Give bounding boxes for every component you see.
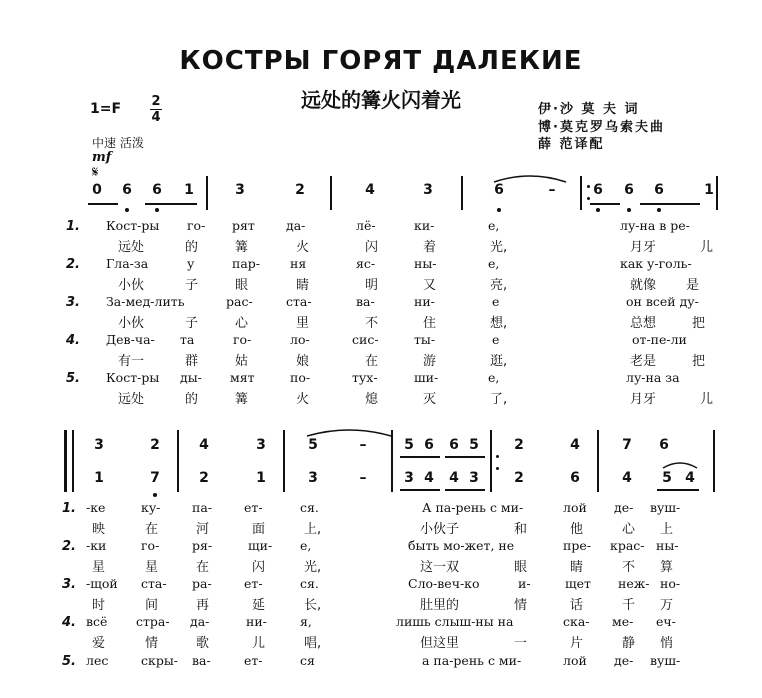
lyric: ки-: [414, 218, 435, 233]
lyric: яс-: [356, 256, 376, 271]
lyric-cn: 把: [692, 316, 706, 331]
note: 1: [256, 470, 266, 486]
lyric-cn: 算: [660, 560, 674, 575]
lyric-cn: 住: [423, 316, 437, 331]
lyric-cn: 逛,: [490, 354, 508, 369]
verse-number: 4.: [62, 615, 76, 630]
lyric: Кост-ры: [106, 218, 160, 233]
lyric-cn: 闪: [365, 240, 379, 255]
note: 4: [424, 470, 434, 486]
note: 3: [469, 470, 479, 486]
lyric-cn: 灭: [423, 392, 437, 407]
lyric: е,: [488, 256, 500, 271]
lyric-cn: 他: [570, 522, 584, 537]
lyric-cn: 但这里: [420, 636, 460, 651]
lyric: пар-: [232, 256, 261, 271]
lyric-cn: 一: [514, 636, 528, 651]
lyric: е,: [488, 218, 500, 233]
lyric: но-: [660, 576, 681, 591]
key-signature: 1=F: [90, 101, 122, 117]
lyric: ся.: [300, 576, 319, 591]
lyric-cn: 姑: [235, 354, 249, 369]
lyric: тух-: [352, 370, 378, 385]
lyric-cn: 里: [296, 316, 310, 331]
lyric: -щой: [86, 576, 118, 591]
note: 6: [494, 182, 504, 198]
note: 4: [199, 437, 209, 453]
lyric-cn: 又: [423, 278, 437, 293]
lyric: ста-: [141, 576, 167, 591]
note: 0: [92, 182, 102, 198]
lyric: лу-на в ре-: [620, 218, 690, 233]
lyric-cn: 星: [145, 560, 159, 575]
verse-number: 3.: [66, 295, 80, 310]
lyric: -ке: [86, 500, 106, 515]
lyric: как у-голь-: [620, 256, 692, 271]
lyric: стра-: [136, 614, 170, 629]
lyric-cn: 老是: [630, 354, 657, 369]
lyric: рас-: [226, 294, 253, 309]
lyric: та: [180, 332, 195, 347]
note: 2: [199, 470, 209, 486]
lyric-cn: 再: [196, 598, 210, 613]
lyric: неж-: [618, 576, 650, 591]
lyric-cn: 情: [145, 636, 159, 651]
lyric-cn: 远处: [118, 240, 145, 255]
lyric-cn: 有一: [118, 354, 145, 369]
lyric: скры-: [141, 653, 178, 668]
note: 1: [704, 182, 714, 198]
lyric-cn: 光,: [490, 240, 508, 255]
segno-icon: 𝄋: [92, 163, 99, 181]
note: 6: [122, 182, 132, 198]
note: 3: [235, 182, 245, 198]
note: 2: [514, 437, 524, 453]
note: 6: [624, 182, 634, 198]
lyric: от-пе-ли: [632, 332, 687, 347]
lyric-cn: 是: [686, 278, 700, 293]
lyric: ме-: [612, 614, 634, 629]
note: 5: [404, 437, 414, 453]
lyric: Кост-ры: [106, 370, 160, 385]
song-title-russian: КОСТРЫ ГОРЯТ ДАЛЕКИЕ: [179, 46, 583, 76]
tie-arc: [490, 172, 570, 184]
song-title-chinese: 远处的篝火闪着光: [301, 88, 461, 112]
lyric: За-мед-лить: [106, 294, 185, 309]
lyric: быть мо-жет, не: [408, 538, 515, 553]
lyric-cn: 千: [622, 598, 636, 613]
lyric-cn: 情: [514, 598, 528, 613]
note: 6: [593, 182, 603, 198]
lyric-cn: 小伙: [118, 278, 145, 293]
lyric: го-: [187, 218, 206, 233]
verse-number: 2.: [66, 257, 80, 272]
lyric: да-: [190, 614, 210, 629]
lyric-cn: 万: [660, 598, 674, 613]
lyric: ни-: [414, 294, 435, 309]
lyric: го-: [233, 332, 252, 347]
note: 5: [662, 470, 672, 486]
note: 3: [308, 470, 318, 486]
credit-lyricist: 伊·沙 莫 夫 词: [538, 102, 640, 117]
lyric-cn: 篝: [235, 240, 249, 255]
lyric: ва-: [192, 653, 211, 668]
lyric-cn: 儿: [700, 240, 714, 255]
lyric-cn: 眼: [235, 278, 249, 293]
lyric-cn: 篝: [235, 392, 249, 407]
verse-number: 1.: [66, 219, 80, 234]
lyric: е,: [488, 370, 500, 385]
note: 6: [152, 182, 162, 198]
lyric: ря-: [192, 538, 213, 553]
lyric-cn: 不: [622, 560, 636, 575]
lyric: ши-: [414, 370, 439, 385]
note: 3: [423, 182, 433, 198]
note: 6: [654, 182, 664, 198]
lyric: ста-: [286, 294, 312, 309]
note: 6: [570, 470, 580, 486]
lyric: щет: [565, 576, 591, 591]
note: 7: [622, 437, 632, 453]
note: 4: [685, 470, 695, 486]
lyric: крас-: [610, 538, 645, 553]
lyric: лой: [563, 500, 587, 515]
lyric: ты-: [414, 332, 436, 347]
time-signature: [150, 94, 162, 125]
lyric-cn: 月牙: [630, 392, 657, 407]
lyric-cn: 眼: [514, 560, 528, 575]
lyric: ды-: [180, 370, 202, 385]
lyric: А па-рень с ми-: [422, 500, 524, 515]
lyric: ет-: [244, 500, 263, 515]
lyric: пре-: [563, 538, 591, 553]
lyric: е: [492, 332, 500, 347]
lyric: ет-: [244, 653, 263, 668]
lyric: еч-: [656, 614, 676, 629]
lyric: вуш-: [650, 500, 681, 515]
lyric-cn: 悄: [660, 636, 674, 651]
lyric: да-: [286, 218, 306, 233]
tempo-marking: 中速 活泼: [92, 136, 144, 150]
verse-number: 3.: [62, 577, 76, 592]
lyric-cn: 儿: [252, 636, 266, 651]
credit-translator: 薛 范译配: [538, 137, 605, 152]
lyric-cn: 火: [296, 240, 310, 255]
lyric: сис-: [352, 332, 379, 347]
lyric-cn: 远处: [118, 392, 145, 407]
lyric-cn: 小伙: [118, 316, 145, 331]
lyric: а па-рень с ми-: [422, 653, 522, 668]
note: 4: [365, 182, 375, 198]
lyric: де-: [614, 653, 634, 668]
lyric: лё-: [356, 218, 376, 233]
verse-number: 5.: [66, 371, 80, 386]
lyric: го-: [141, 538, 160, 553]
lyric-cn: 小伙子: [420, 522, 460, 537]
lyric: ска-: [563, 614, 590, 629]
lyric: ет-: [244, 576, 263, 591]
note: 2: [150, 437, 160, 453]
lyric: мят: [230, 370, 255, 385]
lyric: па-: [192, 500, 213, 515]
lyric-cn: 心: [235, 316, 249, 331]
lyric: щи-: [248, 538, 273, 553]
lyric-cn: 上,: [304, 522, 322, 537]
lyric-cn: 明: [365, 278, 379, 293]
tie-arc: [303, 426, 395, 438]
lyric-cn: 话: [570, 598, 584, 613]
lyric: ло-: [290, 332, 310, 347]
lyric: ны-: [414, 256, 437, 271]
lyric-cn: 的: [185, 392, 199, 407]
note: 3: [94, 437, 104, 453]
lyric-cn: 上: [660, 522, 674, 537]
verse-number: 4.: [66, 333, 80, 348]
lyric: Гла-за: [106, 256, 149, 271]
lyric: ся.: [300, 500, 319, 515]
lyric: я,: [300, 614, 312, 629]
lyric-cn: 火: [296, 392, 310, 407]
lyric-cn: 在: [365, 354, 379, 369]
lyric-cn: 月牙: [630, 240, 657, 255]
lyric: ня: [290, 256, 307, 271]
lyric-cn: 河: [196, 522, 210, 537]
lyric: -ки: [86, 538, 107, 553]
lyric-cn: 总想: [630, 316, 657, 331]
lyric: лес: [86, 653, 109, 668]
time-signature-top: 2: [151, 94, 161, 109]
lyric-cn: 和: [514, 522, 528, 537]
lyric-cn: 在: [145, 522, 159, 537]
lyric-cn: 想,: [490, 316, 508, 331]
note: 1: [184, 182, 194, 198]
lyric-cn: 静: [622, 636, 636, 651]
lyric-cn: 的: [185, 240, 199, 255]
lyric-cn: 星: [92, 560, 106, 575]
lyric-cn: 了,: [490, 392, 508, 407]
lyric: ра-: [192, 576, 212, 591]
note: 4: [570, 437, 580, 453]
lyric-cn: 娘: [296, 354, 310, 369]
note-dash: –: [548, 182, 556, 198]
time-signature-bottom: 4: [151, 110, 161, 125]
note: 6: [659, 437, 669, 453]
lyric: е: [492, 294, 500, 309]
lyric-cn: 子: [185, 316, 199, 331]
lyric: лишь слыш-ны на: [396, 614, 514, 629]
lyric: по-: [290, 370, 311, 385]
lyric: ны-: [656, 538, 679, 553]
lyric: вуш-: [650, 653, 681, 668]
lyric: Дев-ча-: [106, 332, 155, 347]
lyric-cn: 这一双: [420, 560, 460, 575]
lyric-cn: 睛: [296, 278, 310, 293]
lyric-cn: 不: [365, 316, 379, 331]
lyric: всё: [86, 614, 108, 629]
lyric-cn: 爱: [92, 636, 106, 651]
note: 2: [514, 470, 524, 486]
note: 1: [94, 470, 104, 486]
lyric: ни-: [246, 614, 267, 629]
lyric-cn: 睛: [570, 560, 584, 575]
lyric-cn: 着: [423, 240, 437, 255]
lyric-cn: 歌: [196, 636, 210, 651]
lyric-cn: 时: [92, 598, 106, 613]
lyric: рят: [232, 218, 255, 233]
note: 6: [424, 437, 434, 453]
lyric-cn: 心: [622, 522, 636, 537]
note: 5: [469, 437, 479, 453]
lyric: Сло-веч-ко: [408, 576, 480, 591]
lyric: он всей ду-: [626, 294, 699, 309]
note-dash: –: [359, 470, 367, 486]
lyric-cn: 游: [423, 354, 437, 369]
lyric: у: [187, 256, 195, 271]
note: 3: [404, 470, 414, 486]
lyric: ся: [300, 653, 315, 668]
lyric: ва-: [356, 294, 375, 309]
note-dash: –: [359, 437, 367, 453]
lyric: лой: [563, 653, 587, 668]
verse-number: 5.: [62, 654, 76, 669]
lyric-cn: 长,: [304, 598, 322, 613]
note: 2: [295, 182, 305, 198]
verse-number: 2.: [62, 539, 76, 554]
lyric-cn: 闪: [252, 560, 266, 575]
note: 4: [449, 470, 459, 486]
note: 6: [449, 437, 459, 453]
note: 3: [256, 437, 266, 453]
lyric-cn: 片: [570, 636, 584, 651]
lyric: ку-: [141, 500, 161, 515]
lyric-cn: 儿: [700, 392, 714, 407]
slur-arc: [660, 459, 700, 469]
dynamic-marking: mf: [92, 150, 112, 165]
lyric-cn: 在: [196, 560, 210, 575]
lyric-cn: 面: [252, 522, 266, 537]
lyric-cn: 延: [252, 598, 266, 613]
lyric-cn: 间: [145, 598, 159, 613]
lyric-cn: 熄: [365, 392, 379, 407]
lyric: е,: [300, 538, 312, 553]
note: 4: [622, 470, 632, 486]
lyric-cn: 就像: [630, 278, 657, 293]
lyric-cn: 映: [92, 522, 106, 537]
credit-composer: 博·莫克罗乌索夫曲: [538, 120, 665, 135]
note: 5: [308, 437, 318, 453]
lyric: лу-на за: [626, 370, 680, 385]
verse-number: 1.: [62, 501, 76, 516]
lyric-cn: 群: [185, 354, 199, 369]
lyric-cn: 亮,: [490, 278, 508, 293]
note: 7: [150, 470, 160, 486]
lyric-cn: 唱,: [304, 636, 322, 651]
lyric-cn: 把: [692, 354, 706, 369]
lyric-cn: 肚里的: [420, 598, 460, 613]
lyric-cn: 光,: [304, 560, 322, 575]
lyric: и-: [518, 576, 531, 591]
lyric-cn: 子: [185, 278, 199, 293]
lyric: де-: [614, 500, 634, 515]
